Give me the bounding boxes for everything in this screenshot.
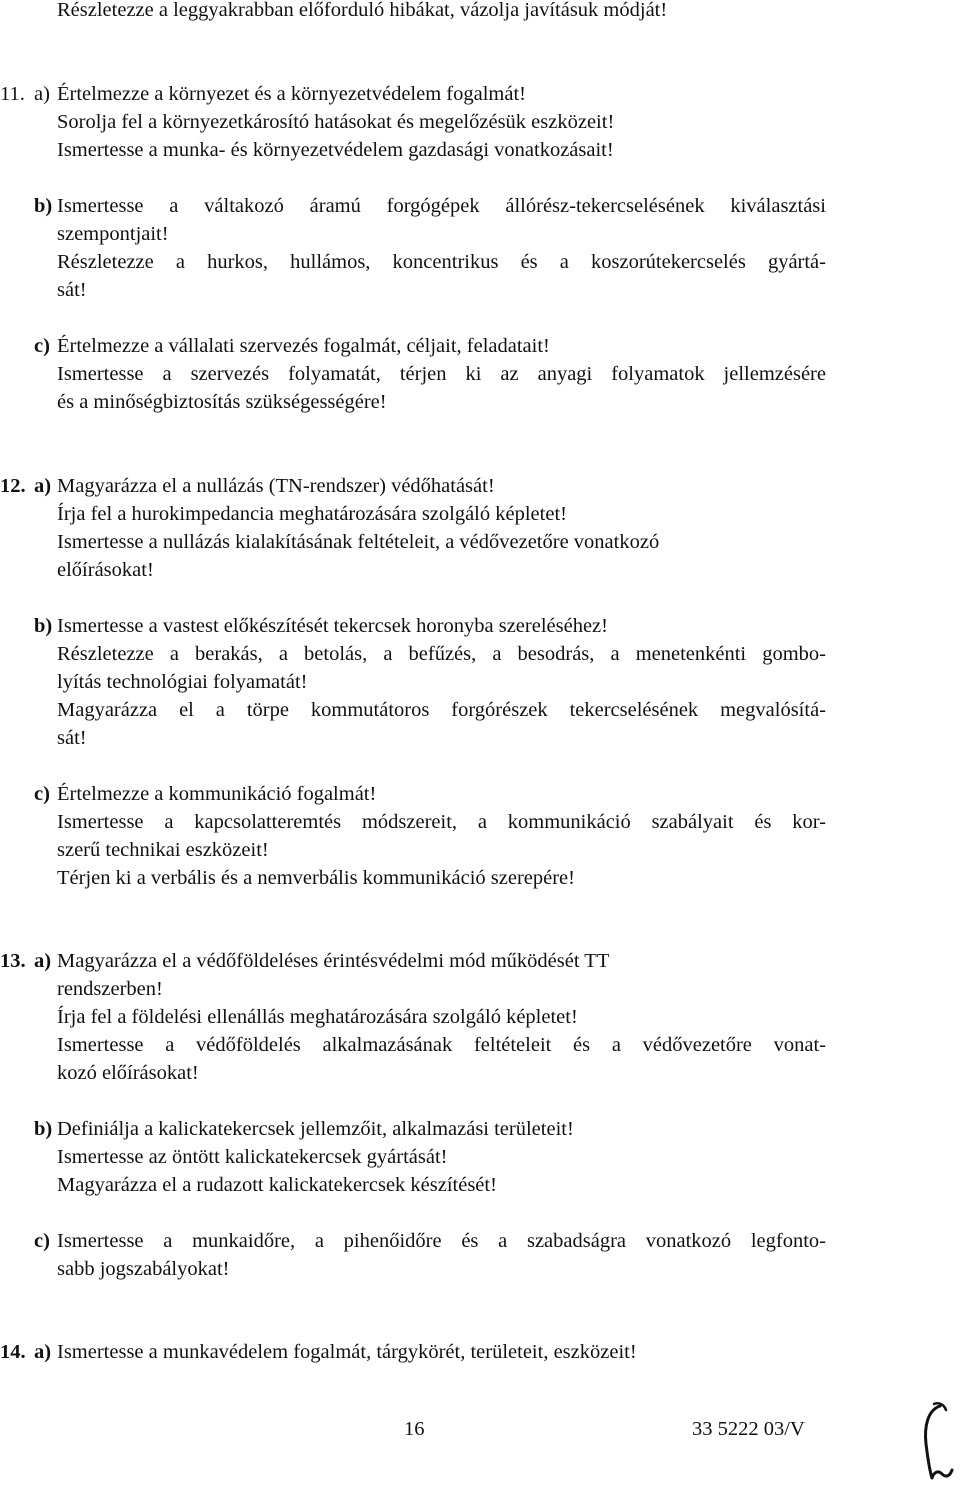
- q12b-line-2: Részletezze a berakás, a betolás, a befűzés, a besodrás, a menetenkénti gombo-: [57, 643, 826, 665]
- q13b-line-3: Magyarázza el a rudazott kalickatekercsek készítését!: [57, 1174, 497, 1196]
- q11c-line-3: és a minőségbiztosítás szükségességére!: [57, 391, 387, 413]
- document-code: 33 5222 03/V: [692, 1418, 805, 1440]
- intro-line: Részletezze a leggyakrabban előforduló hibákat, vázolja javításuk módját!: [57, 0, 668, 21]
- q12b-line-3: lyítás technológiai folyamatát!: [57, 671, 308, 693]
- question-12b-label: b): [34, 615, 53, 637]
- q11a-line-3: Ismertesse a munka- és környezetvédelem gazdasági vonatkozásait!: [57, 139, 614, 161]
- q12a-line-2: Írja fel a hurokimpedancia meghatározására szolgáló képletet!: [57, 503, 567, 525]
- q12a-line-1: Magyarázza el a nullázás (TN-rendszer) védőhatását!: [57, 475, 495, 497]
- q12b-line-5: sát!: [57, 727, 87, 749]
- q12b-line-1: Ismertesse a vastest előkészítését tekercsek horonyba szereléséhez!: [57, 615, 608, 637]
- q11a-line-1: Értelmezze a környezet és a környezetvédelem fogalmát!: [57, 83, 526, 105]
- q13a-line-5: kozó előírásokat!: [57, 1062, 199, 1084]
- question-12c-label: c): [34, 783, 50, 805]
- question-13-number: 13.: [0, 950, 26, 972]
- q13c-line-1: Ismertesse a munkaidőre, a pihenőidőre és a szabadságra vonatkozó legfonto-: [57, 1230, 826, 1252]
- question-13c-label: c): [34, 1230, 50, 1252]
- question-11a-label: a): [34, 83, 50, 105]
- q11b-line-3: Részletezze a hurkos, hullámos, koncentrikus és a koszorútekercselés gyártá-: [57, 251, 826, 273]
- q12a-line-4: előírásokat!: [57, 559, 154, 581]
- q11c-line-2: Ismertesse a szervezés folyamatát, térjen ki az anyagi folyamatok jellemzésére: [57, 363, 826, 385]
- question-11-number: 11.: [0, 83, 25, 105]
- q12c-line-4: Térjen ki a verbális és a nemverbális kommunikáció szerepére!: [57, 867, 575, 889]
- question-14-number: 14.: [0, 1341, 26, 1363]
- question-14a-label: a): [34, 1341, 52, 1363]
- question-11c-label: c): [34, 335, 50, 357]
- q11b-line-1: Ismertesse a váltakozó áramú forgógépek állórész-tekercselésének kiválasztási: [57, 195, 826, 217]
- q12c-line-1: Értelmezze a kommunikáció fogalmát!: [57, 783, 377, 805]
- q12c-line-2: Ismertesse a kapcsolatteremtés módszereit, a kommunikáció szabályait és kor-: [57, 811, 826, 833]
- q13a-line-3: Írja fel a földelési ellenállás meghatározására szolgáló képletet!: [57, 1006, 578, 1028]
- question-13b-label: b): [34, 1118, 53, 1140]
- signature-mark: [916, 1400, 956, 1484]
- q13a-line-4: Ismertesse a védőföldelés alkalmazásának feltételeit és a védővezetőre vonat-: [57, 1034, 826, 1056]
- q13b-line-2: Ismertesse az öntött kalickatekercsek gyártását!: [57, 1146, 448, 1168]
- page-number: 16: [404, 1418, 425, 1440]
- q11a-line-2: Sorolja fel a környezetkárosító hatásokat és megelőzésük eszközeit!: [57, 111, 615, 133]
- question-13a-label: a): [34, 950, 52, 972]
- q11c-line-1: Értelmezze a vállalati szervezés fogalmát, céljait, feladatait!: [57, 335, 550, 357]
- q12b-line-4: Magyarázza el a törpe kommutátoros forgórészek tekercselésének megvalósítá-: [57, 699, 826, 721]
- q11b-line-2: szempontjait!: [57, 223, 169, 245]
- q13a-line-1: Magyarázza el a védőföldeléses érintésvédelmi mód működését TT: [57, 950, 610, 972]
- q13c-line-2: sabb jogszabályokat!: [57, 1258, 230, 1280]
- question-12-number: 12.: [0, 475, 26, 497]
- q12a-line-3: Ismertesse a nullázás kialakításának feltételeit, a védővezetőre vonatkozó: [57, 531, 660, 553]
- question-11b-label: b): [34, 195, 53, 217]
- question-12a-label: a): [34, 475, 52, 497]
- q12c-line-3: szerű technikai eszközeit!: [57, 839, 269, 861]
- q11b-line-4: sát!: [57, 279, 87, 301]
- q13a-line-2: rendszerben!: [57, 978, 163, 1000]
- q13b-line-1: Definiálja a kalickatekercsek jellemzőit, alkalmazási területeit!: [57, 1118, 574, 1140]
- q14a-line-1: Ismertesse a munkavédelem fogalmát, tárgykörét, területeit, eszközeit!: [57, 1341, 637, 1363]
